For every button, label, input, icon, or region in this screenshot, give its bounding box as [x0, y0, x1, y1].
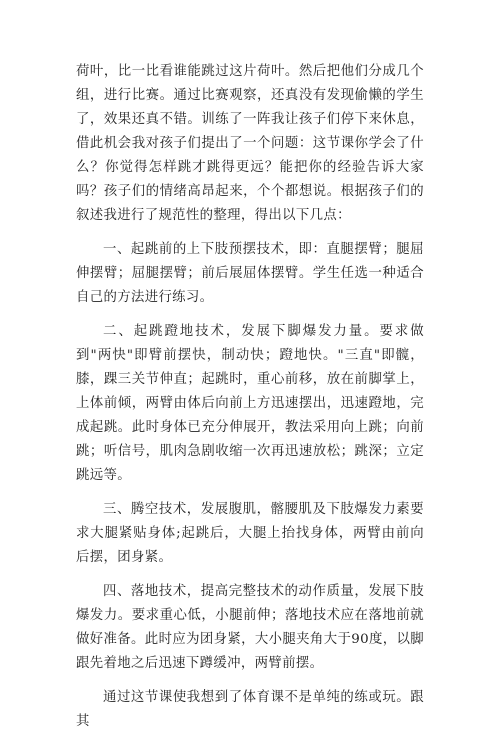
paragraph-point-4: 四、落地技术，提高完整技术的动作质量，发展下肢爆发力。要求重心低，小腿前伸；落地技术应在落地前就做好准备。此时应为团身紧，大小腿夹角大于90度，以脚跟先着地之后迅速下蹲缓冲，两臂前摆。 [76, 584, 424, 671]
paragraph-intro: 荷叶，比一比看谁能跳过这片荷叶。然后把他们分成几个组，进行比赛。通过比赛观察，还真没有发现偷懒的学生了，效果还真不错。训练了一阵我让孩子们停下来休息，借此机会我对孩子们提出了一个问题：这节课你学会了什么？你觉得怎样跳才跳得更远？能把你的经验告诉大家吗？孩子们的情绪高昂起来，个个都想说。根据孩子们的叙述我进行了规范性的整理，得出以下几点： [76, 64, 424, 223]
paragraph-point-2: 二、起跳蹬地技术，发展下脚爆发力量。要求做到"两快"即臂前摆快，制动快；蹬地快。"三直"即髋，膝，踝三关节伸直；起跳时，重心前移，放在前脚掌上，上体前倾，两臂由体后向前上方迅速摆出，迅速蹬地，完成起跳。此时身体已充分伸展开，教法采用向上跳；向前跳；听信号，肌肉急剧收缩一次再迅速放松；跳深；立定跳远等。 [76, 324, 424, 483]
paragraph-point-1: 一、起跳前的上下肢预摆技术，即：直腿摆臂；腿屈伸摆臂；屈腿摆臂；前后展屈体摆臂。学生任选一种适合自己的方法进行练习。 [76, 242, 424, 305]
paragraph-reflection: 通过这节课使我想到了体育课不是单纯的练或玩。跟其 [76, 690, 424, 729]
paragraph-point-3: 三、腾空技术，发展腹肌，髂腰肌及下肢爆发力素要求大腿紧贴身体;起跳后，大腿上抬找身体，两臂由前向后摆，团身紧。 [76, 502, 424, 565]
